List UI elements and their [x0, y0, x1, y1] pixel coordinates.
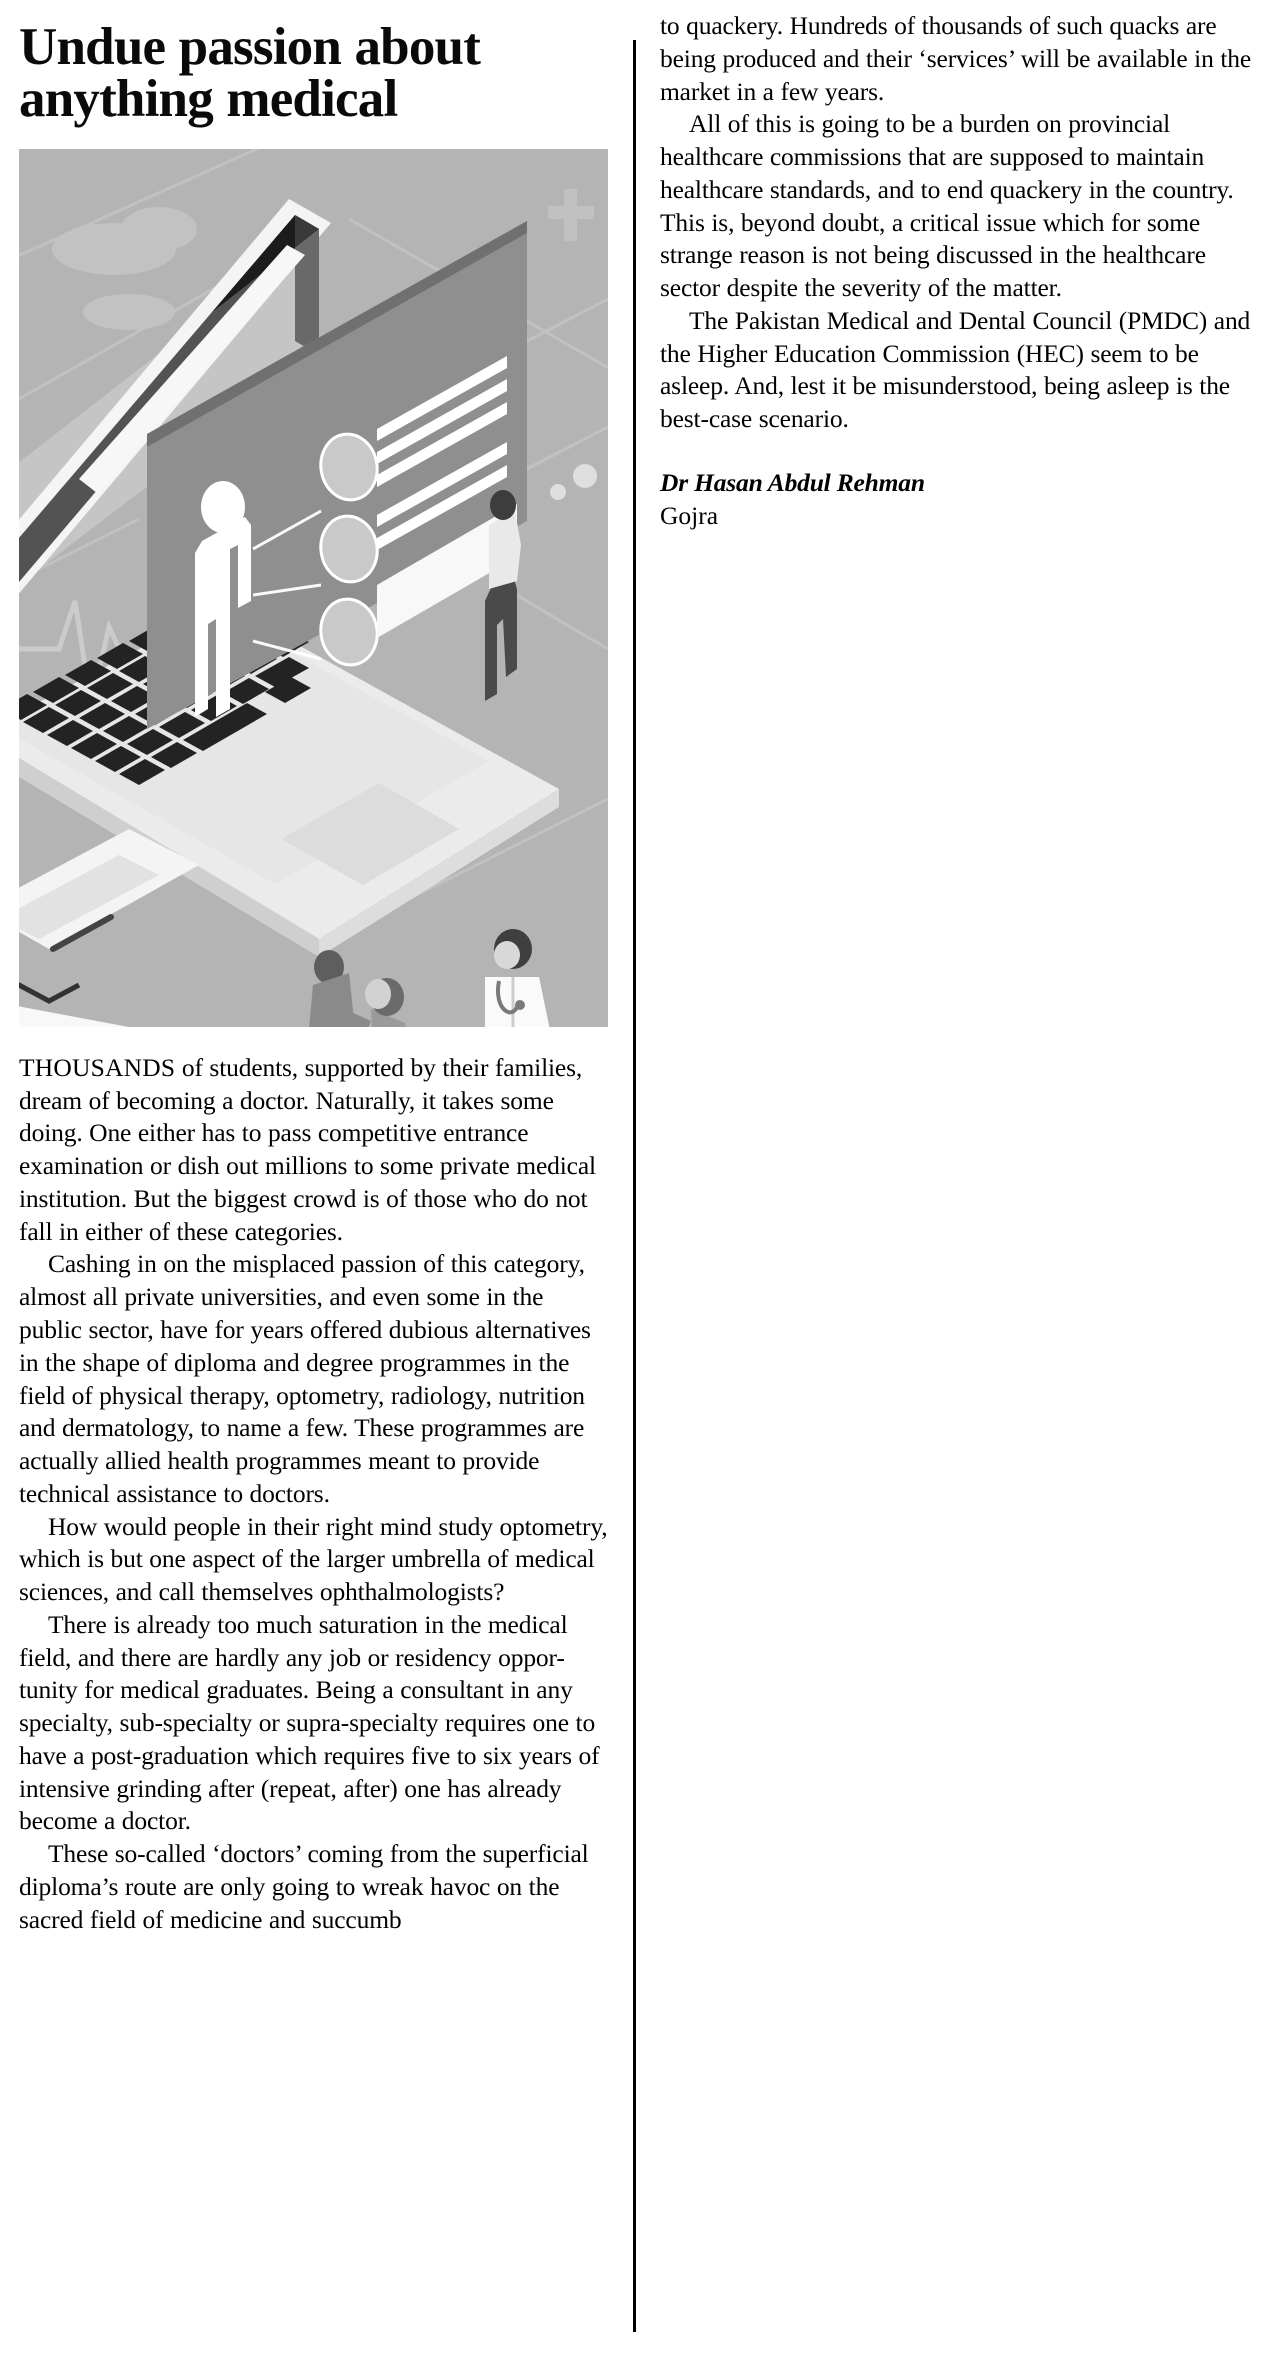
paragraph-text: of students, supported by their families, dream of becoming a doctor. Naturally, it takes some doing. One either has to pass competitive entrance examination or dish out millions to some private medical institution. But the biggest crowd is of those who do not fall in either of these categories.	[19, 1052, 596, 1246]
paragraph: The Pakistan Medical and Dental Council (PMDC) and the Higher Education Commission (HEC) seem to be asleep. And, lest it be misunderstood, being asleep is the best-case scenario.	[660, 305, 1251, 434]
paragraph: There is already too much saturation in the medical field, and there are hardly any job or residency oppor-tunity for medical graduates. Being a consultant in any specialty, sub-specialty or supra-specialty requires one to have a post-graduation which requires five to six years of intensive grinding after (repeat, after) one has already become a doctor.	[19, 1609, 600, 1836]
paragraph: How would people in their right mind study optometry, which is but one aspect of the larger umbrella of medical sciences, and call themselves ophthalmologists?	[19, 1511, 608, 1607]
column-divider	[633, 40, 636, 2332]
left-column	[19, 0, 609, 1937]
paragraph	[19, 1052, 609, 1249]
right-column	[660, 10, 1252, 532]
paragraph: All of this is going to be a burden on provincial healthcare commissions that are supposed to maintain healthcare standards, and to end quackery in the country. This is, beyond doubt, a critical issue which for some strange reason is not being discussed in the healthcare sector despite the severity of the matter.	[660, 109, 1234, 303]
article-illustration	[19, 149, 608, 1027]
signature-block	[660, 467, 1252, 533]
author-city: Gojra	[660, 500, 719, 530]
author-name: Dr Hasan Abdul Rehman	[660, 467, 925, 497]
paragraph: These so-called ‘doctors’ coming from the superficial diploma’s route are only going to wreak havoc on the sacred field of medicine and succumb	[19, 1839, 589, 1934]
right-column-body	[660, 10, 1252, 436]
left-column-body	[19, 1052, 609, 1937]
paragraph: to quackery. Hundreds of thousands of such quacks are being produced and their ‘services’ will be available in the market in a few years.	[660, 11, 1252, 106]
paragraph: Cashing in on the misplaced passion of this category, almost all private universities, and even some in the public sector, have for years offered dubious alternatives in the shape of diploma and degree programmes in the field of physical therapy, optometry, radiology, nutrition and dermatology, to name a few. These programmes are actually allied health programmes meant to provide technical assistance to doctors.	[19, 1249, 591, 1508]
lead-word: THOUSANDS	[19, 1052, 176, 1082]
article-headline: Undue passion about anything medical	[19, 18, 481, 128]
medical-technology-illustration	[19, 149, 608, 1027]
